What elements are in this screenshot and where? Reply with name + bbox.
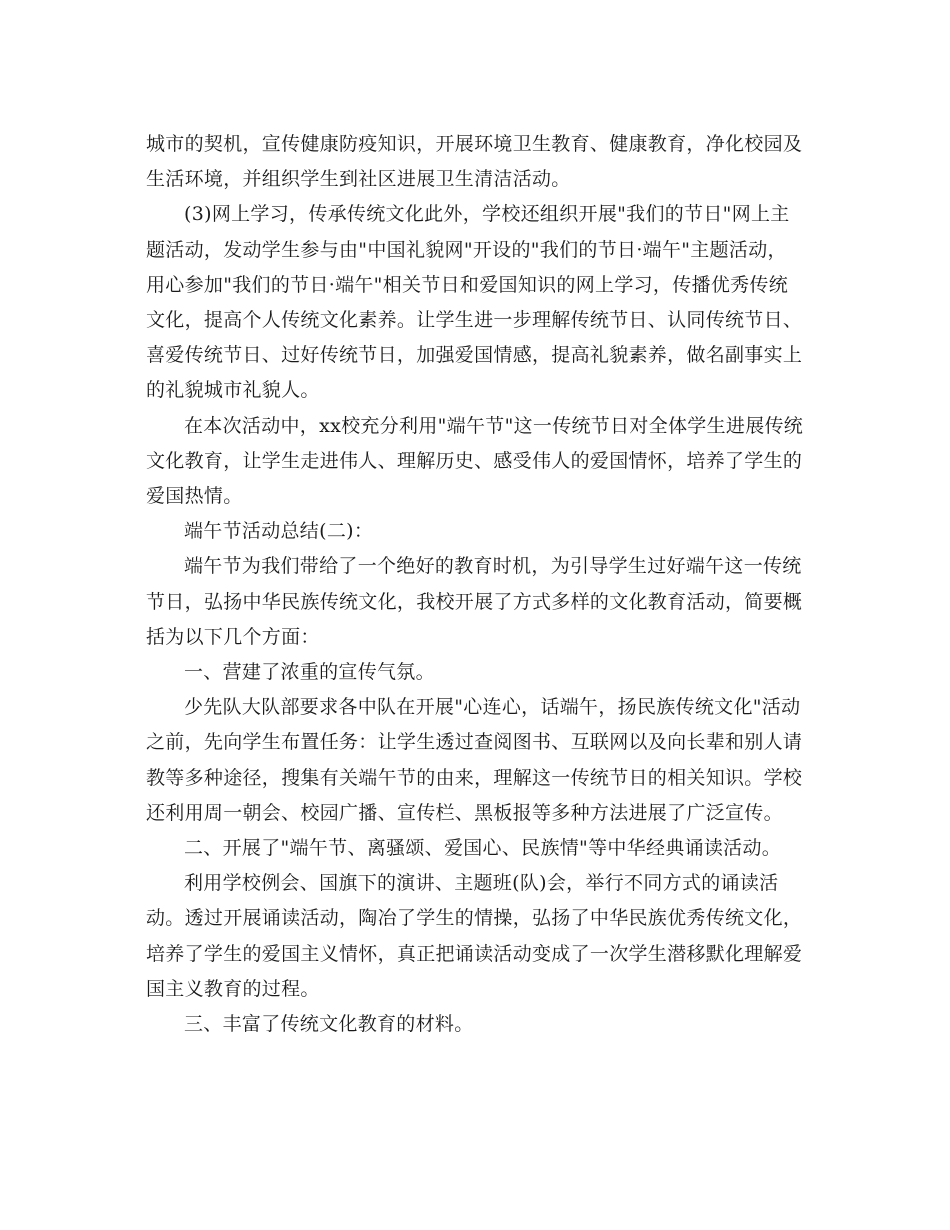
document-body (146, 127, 806, 1042)
section-heading: 二、开展了"端午节、离骚颂、爱国心、民族情"等中华经典诵读活动。 (184, 837, 782, 860)
paragraph: 利用学校例会、国旗下的演讲、主题班(队)会，举行不同方式的诵读活动。透过开展诵读活动，陶冶了学生的情操，弘扬了中华民族优秀传统文化，培养了学生的爱国主义情怀，真正把诵读活动变成了一次学生潜移默化理解爱国主义教育的过程。 (146, 872, 803, 1000)
section-heading: 一、营建了浓重的宣传气氛。 (184, 661, 435, 684)
paragraph: 城市的契机，宣传健康防疫知识，开展环境卫生教育、健康教育，净化校园及生活环境，并组织学生到社区进展卫生清洁活动。 (146, 133, 803, 191)
section-heading: 端午节活动总结(二)： (184, 520, 374, 543)
paragraph: 少先队大队部要求各中队在开展"心连心，话端午，扬民族传统文化"活动之前，先向学生布置任务：让学生透过查阅图书、互联网以及向长辈和别人请教等多种途径，搜集有关端午节的由来，理解这一传统节日的相关知识。学校还利用周一朝会、校园广播、宣传栏、黑板报等多种方法进展了广泛宣传。 (146, 696, 803, 824)
section-heading: 三、丰富了传统文化教育的材料。 (184, 1013, 474, 1036)
paragraph: (3)网上学习，传承传统文化此外，学校还组织开展"我们的节日"网上主题活动，发动学生参与由"中国礼貌网"开设的"我们的节日·端午"主题活动，用心参加"我们的节日·端午"相关节日和爱国知识的网上学习，传播优秀传统文化，提高个人传统文化素养。让学生进一步理解传统节日、认同传统节日、喜爱传统节日、过好传统节日，加强爱国情感，提高礼貌素养，做名副事实上的礼貌城市礼貌人。 (146, 203, 803, 402)
paragraph: 端午节为我们带给了一个绝好的教育时机，为引导学生过好端午这一传统节日，弘扬中华民族传统文化，我校开展了方式多样的文化教育活动，简要概括为以下几个方面： (146, 555, 803, 648)
paragraph: 在本次活动中，xx校充分利用"端午节"这一传统节日对全体学生进展传统文化教育，让学生走进伟人、理解历史、感受伟人的爱国情怀，培养了学生的爱国热情。 (146, 414, 804, 508)
